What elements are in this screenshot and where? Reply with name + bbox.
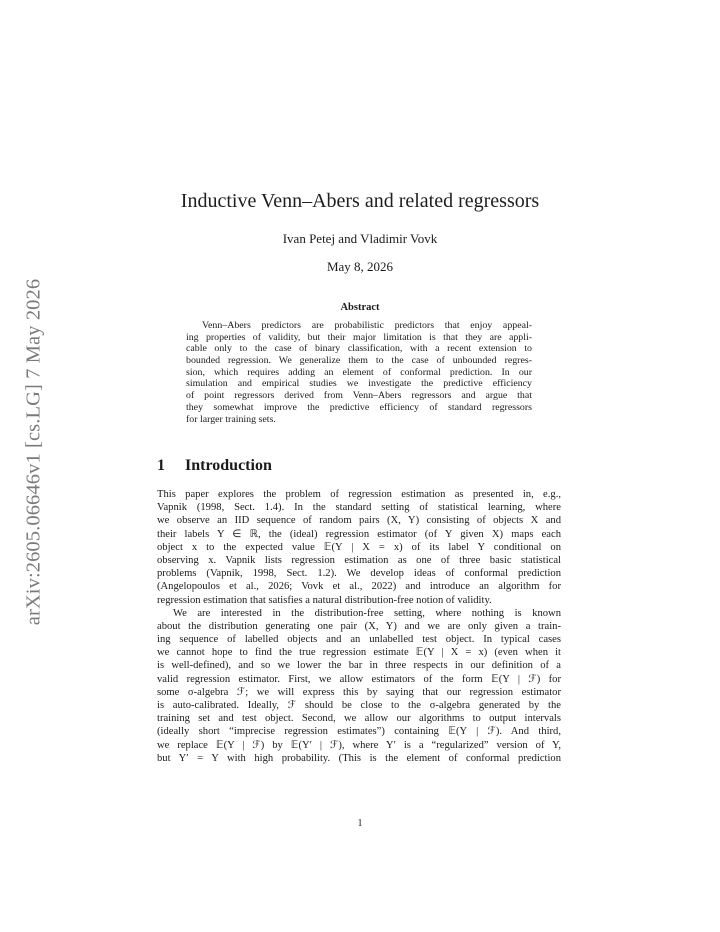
abstract-line: of point regressors derived from Venn–Abers regressors and argue that <box>186 390 532 402</box>
abstract-line: for larger training sets. <box>186 413 276 425</box>
section-number: 1 <box>157 457 165 474</box>
body-line: is well-defined), and so we lower the bar in three respects in our definition of a <box>157 660 561 672</box>
section-title: Introduction <box>185 457 272 474</box>
abstract-line: Venn–Abers predictors are probabilistic predictors that enjoy appeal- <box>202 320 532 331</box>
arxiv-identifier-stamp <box>22 262 46 642</box>
body-line: we replace 𝔼(Y | ℱ) by 𝔼(Y′ | ℱ), where Y′ is a “regularized” version of Y, <box>157 739 561 751</box>
introduction-body <box>157 488 561 765</box>
arxiv-identifier-text: arXiv:2605.06646v1 [cs.LG] 7 May 2026 <box>22 278 45 626</box>
abstract-line: simulation and empirical studies we investigate the predictive efficiency <box>186 378 532 390</box>
body-line: Vapnik (1998, Sect. 1.4). In the standard setting of statistical learning, where <box>157 502 561 514</box>
body-line: about the distribution generating one pair (X, Y) and we are only given a train- <box>157 620 561 632</box>
body-line: problems (Vapnik, 1998, Sect. 1.2). We develop ideas of conformal prediction <box>157 568 561 580</box>
body-line: regression estimation that satisfies a natural distribution-free notion of validity. <box>157 594 492 606</box>
body-line: but Y′ = Y with high probability. (This is the element of conformal prediction <box>157 752 561 764</box>
body-line: we observe an IID sequence of random pairs (X, Y) consisting of objects X and <box>157 515 561 527</box>
body-line: This paper explores the problem of regression estimation as presented in, e.g., <box>157 489 561 500</box>
paper-authors: Ivan Petej and Vladimir Vovk <box>282 231 438 246</box>
abstract-heading: Abstract <box>340 302 380 313</box>
section-heading <box>157 457 272 475</box>
paper-title: Inductive Venn–Abers and related regressors <box>180 190 540 212</box>
abstract-line: bounded regression. We generalize them to the case of unbounded regres- <box>186 355 532 367</box>
body-line: (ideally short “imprecise regression estimates”) containing 𝔼(Y | ℱ). And third, <box>157 726 561 738</box>
body-line: (Angelopoulos et al., 2026; Vovk et al., 2022) and introduce an algorithm for <box>157 581 561 593</box>
abstract-line: ing properties of validity, but their major limitation is that they are appli- <box>186 331 532 343</box>
abstract-line: sion, which requires adding an element of conformal prediction. In our <box>186 366 532 378</box>
paper-date: May 8, 2026 <box>326 259 394 274</box>
page-number: 1 <box>357 818 363 829</box>
body-line: ing sequence of labelled objects and an unlabelled test object. In typical cases <box>157 634 561 646</box>
body-line: their labels Y ∈ ℝ, the (ideal) regression estimator (of Y given X) maps each <box>157 528 561 540</box>
body-line: some σ-algebra ℱ; we will express this by saying that our regression estimator <box>157 686 561 698</box>
body-line: is auto-calibrated. Ideally, ℱ should be close to the σ-algebra generated by the <box>157 700 561 711</box>
body-line: We are interested in the distribution-free setting, where nothing is known <box>173 607 561 619</box>
body-line: observing x. Vapnik lists regression estimation as one of three basic statistical <box>157 554 561 566</box>
abstract-line: cable only to the case of binary classification, with a recent extension to <box>186 343 532 355</box>
abstract-body <box>186 320 532 425</box>
body-line: object x to the expected value 𝔼(Y | X = x) of its label Y conditional on <box>157 541 561 553</box>
body-line: training set and test object. Second, we allow our algorithms to output intervals <box>157 713 561 725</box>
abstract-line: they somewhat improve the predictive efficiency of standard regressors <box>186 401 532 413</box>
body-line: we cannot hope to find the true regression estimate 𝔼(Y | X = x) (even when it <box>157 647 561 659</box>
body-line: valid regression estimator. First, we allow estimators of the form 𝔼(Y | ℱ) for <box>157 673 561 685</box>
